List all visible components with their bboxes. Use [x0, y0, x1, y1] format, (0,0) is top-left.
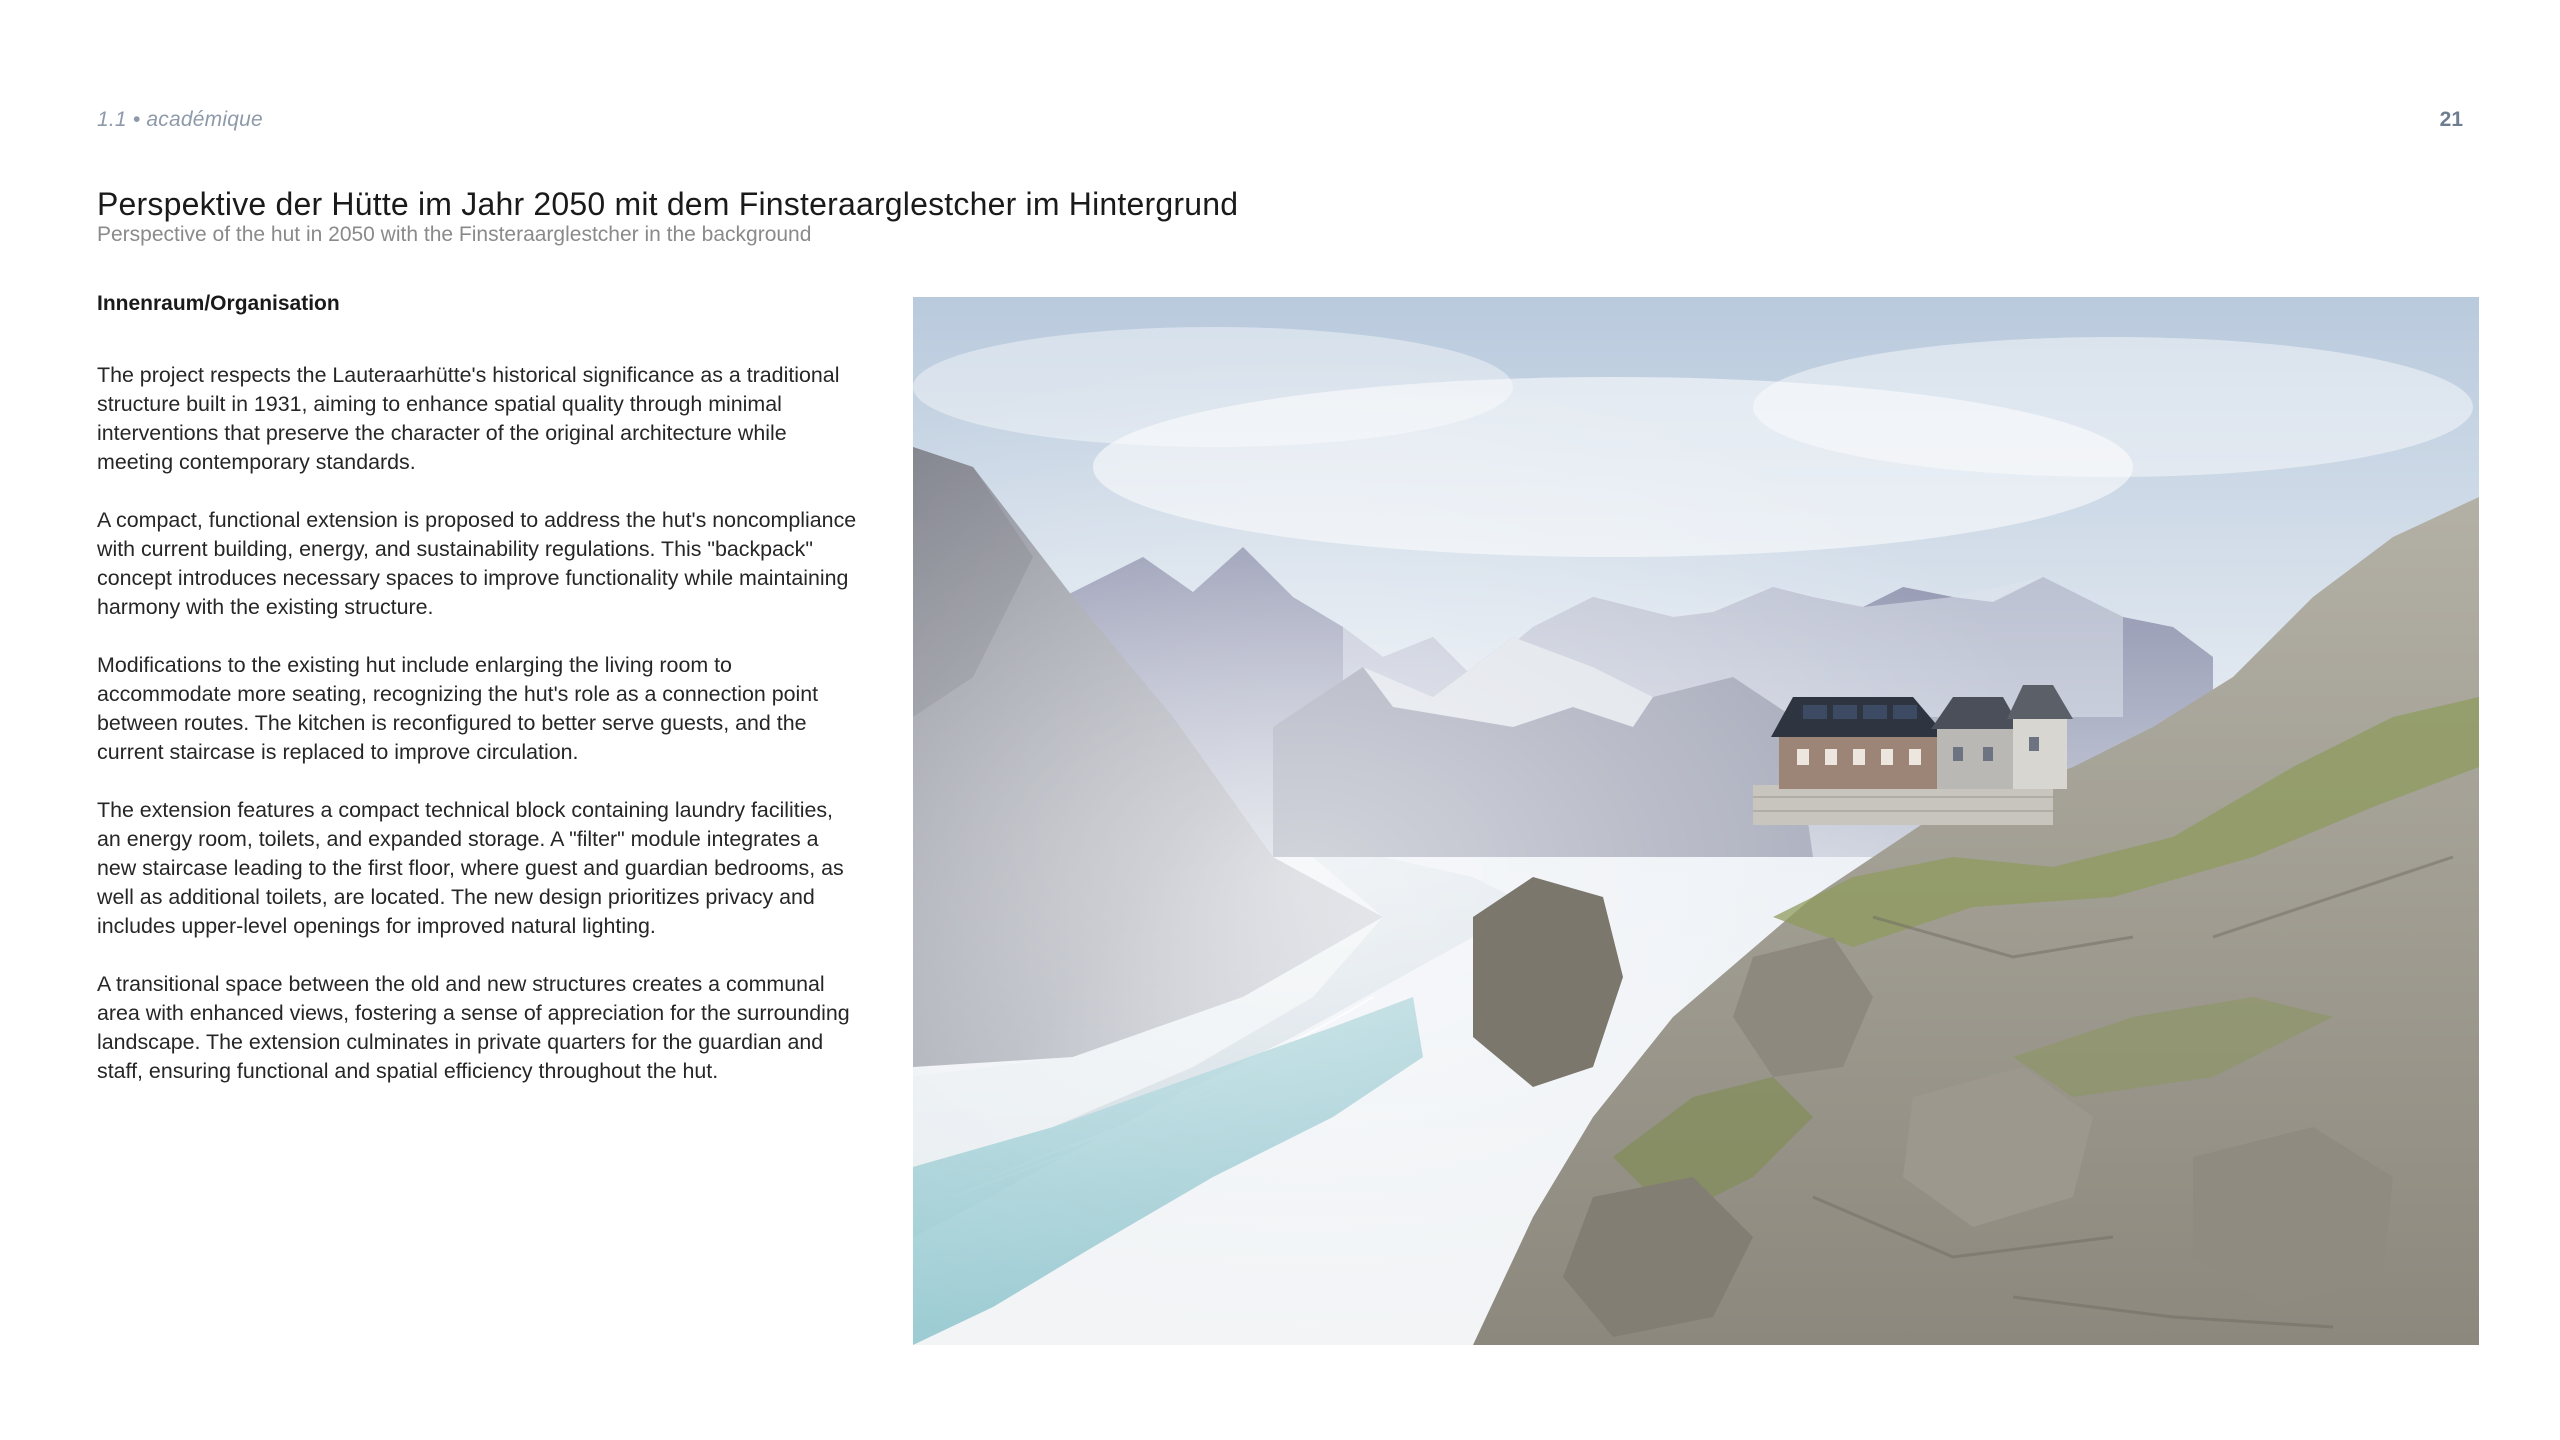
paragraph-3: Modifications to the existing hut include enlarging the living room to accommodate more seating, recognizing the hut's role as a connection point between routes. The kitchen is reconfigured to better serve guests, and the current staircase is replaced to improve circulation.	[97, 653, 819, 764]
paragraph-5: A transitional space between the old and new structures creates a communal area with enhanced views, fostering a sense of appreciation for the surrounding landscape. The extension culminates in private quarters for the guardian and staff, ensuring functional and spatial efficiency throughout the hut.	[97, 972, 850, 1083]
page-title: Perspektive der Hütte im Jahr 2050 mit dem Finsteraarglestcher im Hintergrund	[97, 186, 1239, 222]
alpine-landscape-illustration	[913, 297, 2479, 1345]
paragraph-1: The project respects the Lauteraarhütte's historical significance as a traditional structure built in 1931, aiming to enhance spatial quality through minimal interventions that preserve the character of the original architecture while meeting contemporary standards.	[97, 363, 840, 474]
paragraph-4: The extension features a compact technical block containing laundry facilities, an energy room, toilets, and expanded storage. A "filter" module integrates a new staircase leading to the first floor, where guest and guardian bedrooms, as well as additional toilets, are located. The new design prioritizes privacy and includes upper-level openings for improved natural lighting.	[97, 798, 844, 938]
page-subtitle: Perspective of the hut in 2050 with the Finsteraarglestcher in the background	[97, 223, 812, 246]
section-label: 1.1 • académique	[97, 108, 263, 131]
hut-rendering-image	[913, 297, 2479, 1345]
page-number: 21	[2439, 108, 2463, 131]
text-column	[97, 292, 857, 1115]
section-heading: Innenraum/Organisation	[97, 292, 340, 315]
paragraph-2: A compact, functional extension is proposed to address the hut's noncompliance with current building, energy, and sustainability regulations. This "backpack" concept introduces necessary spaces to improve functionality while maintaining harmony with the existing structure.	[97, 508, 857, 619]
